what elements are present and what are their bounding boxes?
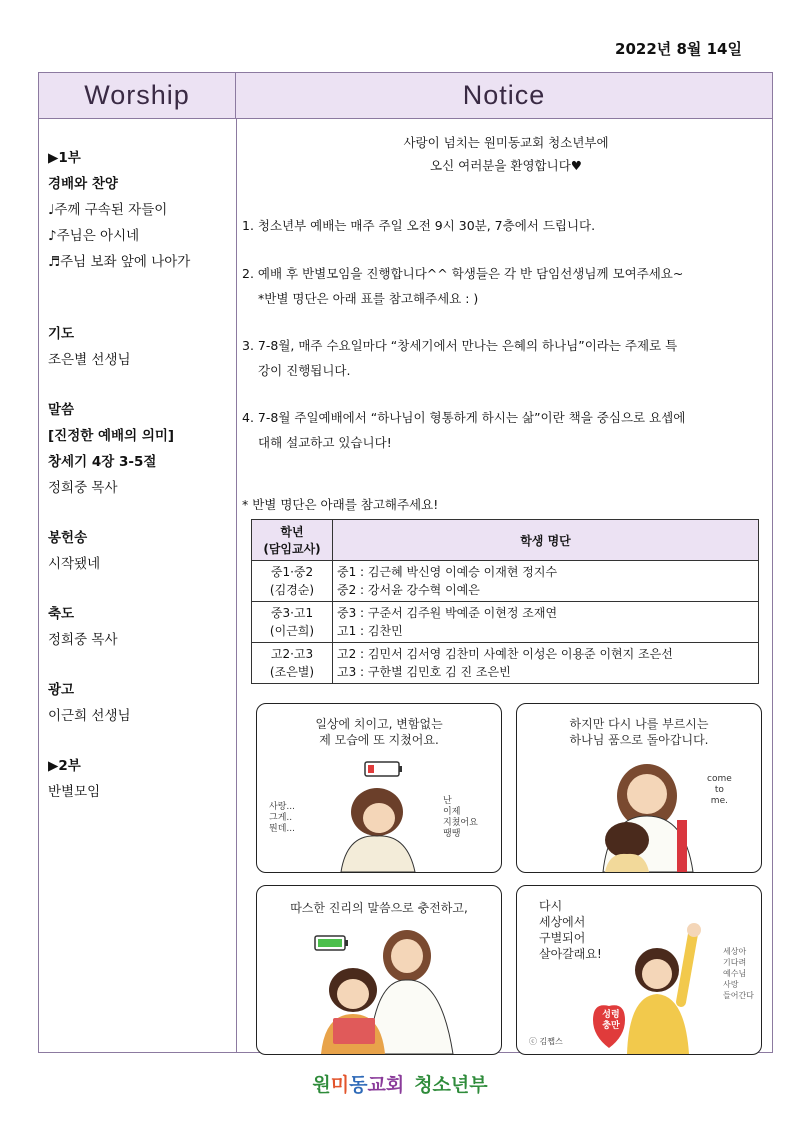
logo-char-4: 교회 xyxy=(367,1074,405,1096)
students-cell xyxy=(333,643,759,684)
sermon-title: 말씀 xyxy=(48,402,75,418)
logo-char-3: 동 xyxy=(349,1074,368,1096)
ads-leader: 이근희 선생님 xyxy=(48,708,131,724)
worship-order xyxy=(48,145,233,805)
grade-label: 고2·고3 xyxy=(270,647,314,661)
left-bubble-line: 그게.. xyxy=(269,813,293,823)
song-3: ♬주님 보좌 앞에 나아가 xyxy=(48,254,191,270)
comic-panel-2 xyxy=(516,703,762,873)
come-line: to xyxy=(714,785,724,795)
sermon-subject: [진정한 예배의 의미] xyxy=(48,428,175,444)
right-bubble-line: 이제 xyxy=(443,807,461,817)
side-text-line: 들어간다 xyxy=(723,991,754,1000)
panel-1-caption-line-1: 일상에 치이고, 변함없는 xyxy=(315,717,443,731)
panel-4-side-text xyxy=(723,946,754,1001)
students-cell xyxy=(333,561,759,602)
table-row xyxy=(252,602,759,643)
bulletin-date: 2022년 8월 14일 xyxy=(615,40,742,58)
column-divider xyxy=(236,119,237,1052)
class-list-reference: * 반별 명단은 아래를 참고해주세요! xyxy=(242,497,439,512)
bulletin-frame xyxy=(38,72,773,1053)
panel-4-caption-line: 다시 xyxy=(539,899,563,913)
table-row xyxy=(252,643,759,684)
heart-line: 성령 xyxy=(602,1010,620,1020)
notice-3-line-2: 강이 진행됩니다. xyxy=(258,363,351,378)
comic-panel-1 xyxy=(256,703,502,873)
church-logo-footer xyxy=(0,1070,800,1097)
notice-4-line-1: 4. 7-8월 주일예배에서 “하나님이 형통하게 하시는 삶”이란 책을 중심으로 요셉에 xyxy=(242,410,686,425)
song-2: ♪주님은 아시네 xyxy=(48,228,140,244)
students-line: 중3 : 구준서 김주원 박예준 이현정 조재연 xyxy=(337,606,558,620)
notice-4 xyxy=(242,405,770,455)
panel-1-right-bubble xyxy=(443,796,478,840)
offering-title: 봉헌송 xyxy=(48,530,88,546)
panel-4-caption-line: 구별되어 xyxy=(539,931,586,945)
students-line: 고2 : 김민서 김서영 김찬미 사예찬 이성은 이용준 이현지 조은선 xyxy=(337,647,673,661)
panel-2-caption-line-2: 하나님 품으로 돌아갑니다. xyxy=(569,733,709,747)
song-1: ♩주께 구속된 자들이 xyxy=(48,202,168,218)
students-cell xyxy=(333,602,759,643)
side-text-line: 세상아 xyxy=(723,947,747,956)
panel-2-caption-line-1: 하지만 다시 나를 부르시는 xyxy=(569,717,709,731)
notice-2 xyxy=(242,261,770,311)
teacher-label: (이근희) xyxy=(269,624,315,638)
comic-panel-3 xyxy=(256,885,502,1055)
sermon-preacher: 정희중 목사 xyxy=(48,480,118,496)
blessing-title: 축도 xyxy=(48,606,75,622)
teacher-label: (조은별) xyxy=(269,665,315,679)
sermon-scripture: 창세기 4장 3-5절 xyxy=(48,454,157,470)
logo-char-2: 미 xyxy=(330,1074,350,1096)
tired-person-illustration xyxy=(257,704,501,872)
notice-2-line-2: *반별 명단은 아래 표를 참고해주세요 : ) xyxy=(258,291,479,306)
notice-header: Notice xyxy=(236,73,772,119)
grade-label: 중1·중2 xyxy=(270,565,314,579)
notice-2-line-1: 2. 예배 후 반별모임을 진행합니다^^ 학생들은 각 반 담임선생님께 모여주세요~ xyxy=(242,266,684,281)
side-text-line: 사랑 xyxy=(723,980,739,989)
notice-section xyxy=(242,131,770,1046)
logo-char-1: 원 xyxy=(312,1074,331,1096)
table-row xyxy=(252,561,759,602)
notice-1-text: 1. 청소년부 예배는 매주 주일 오전 9시 30분, 7층에서 드립니다. xyxy=(242,218,596,233)
right-bubble-line: 난 xyxy=(443,796,452,806)
table-header-row xyxy=(252,520,759,561)
part2-label: ▶2부 xyxy=(48,758,81,774)
side-text-line: 예수님 xyxy=(723,969,747,978)
students-line: 고3 : 구한별 김민호 김 진 조은빈 xyxy=(337,665,511,679)
charging-illustration xyxy=(257,886,501,1054)
students-line: 중1 : 김근혜 박신영 이예승 이재현 정지수 xyxy=(337,565,558,579)
right-bubble-line: 땡땡 xyxy=(443,829,461,839)
ads-title: 광고 xyxy=(48,682,75,698)
prayer-title: 기도 xyxy=(48,326,75,342)
logo-youth: 청소년부 xyxy=(414,1074,488,1096)
grade-cell xyxy=(252,643,333,684)
part2-item: 반별모임 xyxy=(48,784,101,800)
welcome-line-2: 오신 여러분을 환영합니다♥ xyxy=(430,158,582,173)
left-bubble-line: 뭔데... xyxy=(269,824,295,834)
panel-4-caption-line: 세상에서 xyxy=(539,915,586,929)
welcome-message xyxy=(242,131,770,177)
comic-panel-4 xyxy=(516,885,762,1055)
grade-header xyxy=(252,520,333,561)
worship-header: Worship xyxy=(39,73,236,119)
students-line: 고1 : 김찬민 xyxy=(337,624,403,638)
come-line: come xyxy=(707,774,732,784)
class-roster-table xyxy=(251,519,759,684)
notice-1 xyxy=(242,213,770,238)
grade-header-label: 학년 xyxy=(280,525,304,539)
part1-label: ▶1부 xyxy=(48,150,81,166)
panel-1-left-bubble xyxy=(269,802,295,835)
notice-3-line-1: 3. 7-8월, 매주 수요일마다 “창세기에서 만나는 은혜의 하나님”이라는 주제로 특 xyxy=(242,338,678,353)
heart-line: 충만 xyxy=(602,1021,620,1031)
students-line: 중2 : 강서윤 강수혁 이예은 xyxy=(337,583,480,597)
notice-4-line-2: 대해 설교하고 있습니다! xyxy=(258,435,392,450)
blessing-leader: 정희중 목사 xyxy=(48,632,118,648)
praise-title: 경배와 찬양 xyxy=(48,176,118,192)
teacher-label: (김경순) xyxy=(269,583,315,597)
offering-song: 시작됐네 xyxy=(48,556,101,572)
heart-text xyxy=(597,1010,625,1032)
prayer-leader: 조은별 선생님 xyxy=(48,352,131,368)
grade-cell xyxy=(252,602,333,643)
students-header: 학생 명단 xyxy=(333,520,759,561)
panel-4-caption-line: 살아갈래요! xyxy=(539,947,602,961)
grade-cell xyxy=(252,561,333,602)
notice-3 xyxy=(242,333,770,383)
come-to-me-text xyxy=(707,774,732,807)
side-text-line: 기다려 xyxy=(723,958,747,967)
come-line: me. xyxy=(710,796,728,806)
grade-label: 중3·고1 xyxy=(270,606,314,620)
right-bubble-line: 지쳤어요 xyxy=(443,818,478,828)
panel-3-caption: 따스한 진리의 말씀으로 충전하고, xyxy=(290,901,468,915)
left-bubble-line: 사랑... xyxy=(269,802,295,812)
welcome-line-1: 사랑이 넘치는 원미동교회 청소년부에 xyxy=(403,135,609,150)
comic-credit: ⓒ 김쨉스 xyxy=(529,1037,563,1046)
grade-header-sub: (담임교사) xyxy=(263,542,321,556)
panel-1-caption-line-2: 제 모습에 또 지쳤어요. xyxy=(319,733,439,747)
